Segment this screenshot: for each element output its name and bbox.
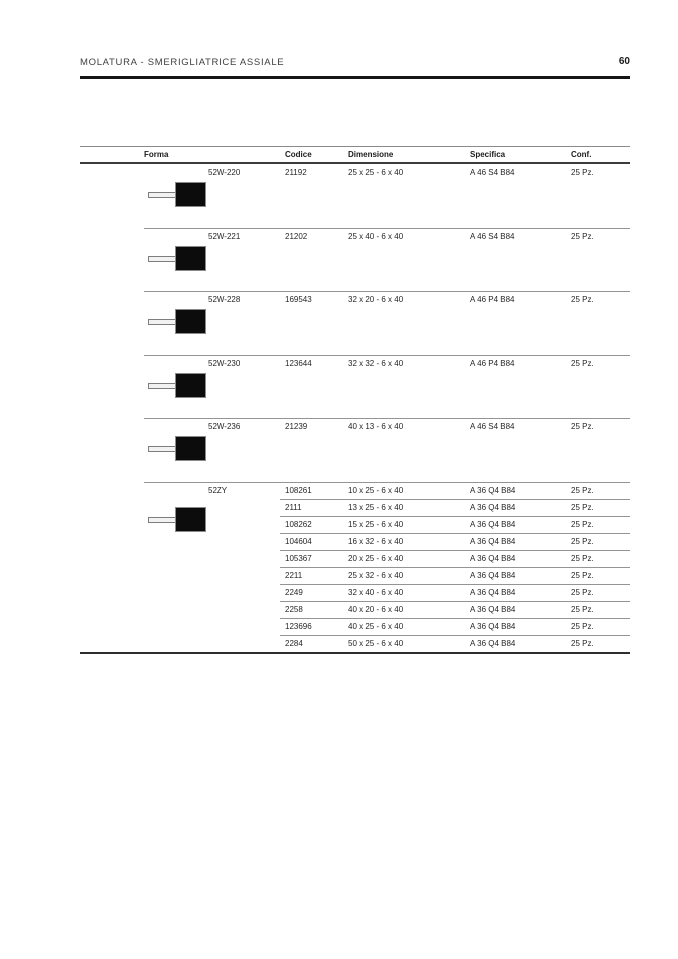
shape-shaft <box>148 383 177 389</box>
variant-specifica: A 36 Q4 B84 <box>470 570 516 580</box>
product-forma: 52W-220 <box>208 168 241 177</box>
variant-specifica: A 36 Q4 B84 <box>470 485 516 495</box>
variant-conf: 25 Pz. <box>571 570 594 580</box>
row-separator <box>144 355 630 356</box>
table-header-row <box>80 146 630 164</box>
product-specifica: A 46 S4 B84 <box>470 231 515 241</box>
shape-body <box>175 246 206 271</box>
variant-separator <box>280 499 630 500</box>
variant-row <box>80 584 630 601</box>
product-row <box>80 228 630 292</box>
product-codice: 21239 <box>285 422 308 431</box>
variant-dimensione: 16 x 32 - 6 x 40 <box>348 536 404 546</box>
variant-dimensione: 50 x 25 - 6 x 40 <box>348 638 404 648</box>
variant-conf: 25 Pz. <box>571 587 594 597</box>
variant-dimensione: 25 x 32 - 6 x 40 <box>348 570 404 580</box>
product-dimensione: 32 x 20 - 6 x 40 <box>348 295 404 304</box>
variant-dimensione: 32 x 40 - 6 x 40 <box>348 587 404 597</box>
variant-specifica: A 36 Q4 B84 <box>470 502 516 512</box>
product-codice: 123644 <box>285 358 312 368</box>
product-table <box>80 146 630 654</box>
product-group <box>80 482 630 652</box>
mounted-point-icon <box>148 373 206 399</box>
shape-body <box>175 373 206 398</box>
product-conf: 25 Pz. <box>571 168 594 177</box>
variant-dimensione: 20 x 25 - 6 x 40 <box>348 553 404 563</box>
variant-dimensione: 40 x 20 - 6 x 40 <box>348 604 404 614</box>
variant-row <box>80 618 630 635</box>
product-dimensione: 25 x 25 - 6 x 40 <box>348 168 404 177</box>
variant-conf: 25 Pz. <box>571 638 594 648</box>
row-separator <box>144 228 630 229</box>
product-row <box>80 291 630 355</box>
product-forma: 52ZY <box>208 485 228 495</box>
mounted-point-icon <box>148 309 206 335</box>
mounted-point-icon <box>148 182 206 208</box>
shape-shaft <box>148 256 177 262</box>
variant-specifica: A 36 Q4 B84 <box>470 553 516 563</box>
shape-body <box>175 182 206 207</box>
variant-codice: 123696 <box>285 621 312 631</box>
product-conf: 25 Pz. <box>571 422 594 431</box>
product-specifica: A 46 P4 B84 <box>470 358 515 368</box>
variant-row <box>80 550 630 567</box>
product-conf: 25 Pz. <box>571 231 594 241</box>
variant-separator <box>280 635 630 636</box>
product-forma: 52W-236 <box>208 422 241 431</box>
variant-specifica: A 36 Q4 B84 <box>470 604 516 614</box>
variant-codice: 2258 <box>285 604 303 614</box>
mounted-point-icon <box>148 436 206 462</box>
product-conf: 25 Pz. <box>571 295 594 304</box>
product-row <box>80 355 630 419</box>
variant-specifica: A 36 Q4 B84 <box>470 519 516 529</box>
mounted-point-icon <box>148 246 206 272</box>
variant-specifica: A 36 Q4 B84 <box>470 621 516 631</box>
product-row <box>80 418 630 482</box>
product-codice: 169543 <box>285 295 312 304</box>
table-bottom-rule <box>80 652 630 654</box>
product-row <box>80 164 630 228</box>
header-rule <box>80 76 630 79</box>
variant-row <box>80 533 630 550</box>
product-codice: 21202 <box>285 231 308 241</box>
variant-row <box>80 499 630 516</box>
column-header-dimensione: Dimensione <box>348 150 394 159</box>
product-forma: 52W-221 <box>208 231 241 241</box>
row-separator <box>144 418 630 419</box>
variant-codice: 2211 <box>285 570 303 580</box>
shape-shaft <box>148 192 177 198</box>
variant-codice: 2111 <box>285 502 302 512</box>
page-number: 60 <box>618 56 630 67</box>
variant-codice: 108261 <box>285 485 312 495</box>
variant-specifica: A 36 Q4 B84 <box>470 536 516 546</box>
product-dimensione: 25 x 40 - 6 x 40 <box>348 231 404 241</box>
column-header-codice: Codice <box>285 150 312 159</box>
variant-separator <box>280 601 630 602</box>
variant-separator <box>280 584 630 585</box>
row-separator <box>144 291 630 292</box>
variant-conf: 25 Pz. <box>571 536 594 546</box>
product-dimensione: 32 x 32 - 6 x 40 <box>348 358 404 368</box>
variant-codice: 2284 <box>285 638 303 648</box>
variant-separator <box>280 533 630 534</box>
variant-specifica: A 36 Q4 B84 <box>470 638 516 648</box>
shape-body <box>175 436 206 461</box>
variant-row <box>80 601 630 618</box>
product-specifica: A 46 S4 B84 <box>470 422 515 431</box>
variant-conf: 25 Pz. <box>571 553 594 563</box>
shape-body <box>175 309 206 334</box>
product-codice: 21192 <box>285 168 307 177</box>
product-specifica: A 46 S4 B84 <box>470 168 515 177</box>
column-header-forma: Forma <box>144 150 169 159</box>
product-forma: 52W-228 <box>208 295 241 304</box>
variant-dimensione: 13 x 25 - 6 x 40 <box>348 502 404 512</box>
variant-row <box>80 635 630 652</box>
variant-conf: 25 Pz. <box>571 502 594 512</box>
product-forma: 52W-230 <box>208 358 241 368</box>
variant-dimensione: 40 x 25 - 6 x 40 <box>348 621 404 631</box>
variant-separator <box>280 550 630 551</box>
column-header-conf: Conf. <box>571 150 592 159</box>
product-dimensione: 40 x 13 - 6 x 40 <box>348 422 404 431</box>
section-title: MOLATURA - SMERIGLIATRICE ASSIALE <box>80 57 285 68</box>
product-specifica: A 46 P4 B84 <box>470 295 515 304</box>
shape-shaft <box>148 319 177 325</box>
variant-codice: 104604 <box>285 536 312 546</box>
shape-shaft <box>148 446 177 452</box>
product-conf: 25 Pz. <box>571 358 594 368</box>
variant-codice: 108262 <box>285 519 312 529</box>
variant-separator <box>280 618 630 619</box>
variant-row <box>80 567 630 584</box>
variant-dimensione: 10 x 25 - 6 x 40 <box>348 485 404 495</box>
variant-conf: 25 Pz. <box>571 621 594 631</box>
variant-specifica: A 36 Q4 B84 <box>470 587 516 597</box>
variant-dimensione: 15 x 25 - 6 x 40 <box>348 519 404 529</box>
variant-codice: 2249 <box>285 587 303 597</box>
variant-conf: 25 Pz. <box>571 519 594 529</box>
variant-row <box>80 516 630 533</box>
variant-conf: 25 Pz. <box>571 485 594 495</box>
variant-separator <box>280 567 630 568</box>
variant-row <box>80 482 630 499</box>
column-header-specifica: Specifica <box>470 150 506 159</box>
variant-separator <box>280 516 630 517</box>
variant-conf: 25 Pz. <box>571 604 594 614</box>
variant-codice: 105367 <box>285 553 312 563</box>
